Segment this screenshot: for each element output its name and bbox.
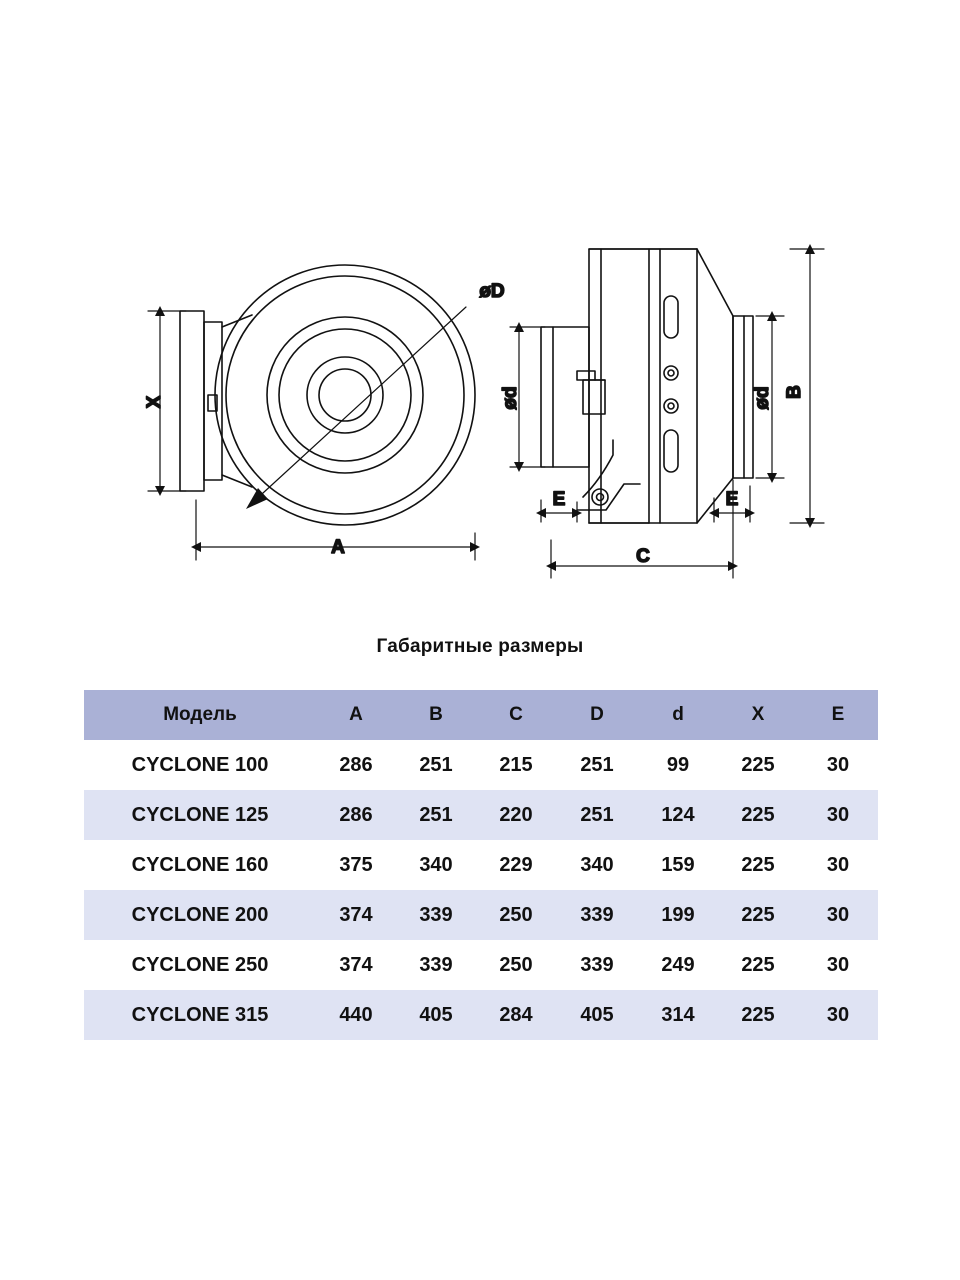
dimensions-table — [84, 690, 878, 1040]
cell-d: 340 — [580, 853, 614, 876]
cell-model: CYCLONE 250 — [131, 953, 269, 976]
cell-x: 225 — [741, 753, 775, 776]
bracket-eyelet-inner — [597, 494, 604, 501]
cell-d: 251 — [580, 803, 614, 826]
table-row — [84, 940, 878, 990]
cell-e: 30 — [826, 853, 850, 876]
cell-x: 225 — [741, 803, 775, 826]
cell-x: 225 — [741, 953, 775, 976]
cell-c: 250 — [499, 903, 533, 926]
left-view-hub-circle-2 — [319, 369, 371, 421]
left-view-flange — [180, 311, 204, 491]
dimension-E-left-label: E — [552, 489, 566, 510]
screw-hole-bottom-inner — [668, 403, 674, 409]
screw-hole-top-inner — [668, 370, 674, 376]
left-view-flange-inner — [204, 322, 222, 480]
cell-a: 375 — [339, 853, 373, 876]
cell-e: 30 — [826, 1003, 850, 1026]
left-view-outer-circle-2 — [226, 276, 464, 514]
col-header-model: Модель — [163, 704, 237, 725]
cell-d-small: 314 — [661, 1003, 695, 1026]
dimension-od-left-label: ød — [500, 386, 521, 410]
col-header-x: X — [751, 704, 765, 725]
cell-c: 215 — [499, 753, 533, 776]
cell-c: 229 — [499, 853, 533, 876]
cell-a: 374 — [339, 903, 373, 926]
cell-d: 339 — [580, 903, 614, 926]
cell-e: 30 — [826, 953, 850, 976]
left-view-top-tangent — [222, 315, 252, 327]
screw-hole-top — [664, 366, 678, 380]
dimension-oD-label: øD — [479, 281, 505, 302]
table-row — [84, 990, 878, 1040]
col-header-d-small: d — [672, 704, 684, 725]
cell-e: 30 — [826, 903, 850, 926]
col-header-c: C — [509, 704, 523, 725]
col-header-e: E — [831, 704, 845, 725]
col-header-d: D — [590, 704, 604, 725]
cell-d-small: 124 — [661, 803, 695, 826]
col-header-b: B — [429, 704, 443, 725]
cell-a: 286 — [339, 803, 373, 826]
right-view-right-spigot — [733, 316, 753, 478]
dimension-od-right-label: ød — [752, 386, 773, 410]
cell-b: 251 — [419, 753, 453, 776]
technical-drawing — [0, 0, 960, 620]
left-view-mid-circle-2 — [279, 329, 411, 461]
cell-d: 405 — [580, 1003, 614, 1026]
table-row — [84, 840, 878, 890]
cell-c: 220 — [499, 803, 533, 826]
cell-c: 250 — [499, 953, 533, 976]
cell-b: 339 — [419, 903, 453, 926]
dimension-C-label: C — [636, 546, 650, 567]
cell-model: CYCLONE 160 — [131, 853, 269, 876]
cell-a: 440 — [339, 1003, 373, 1026]
table-row — [84, 790, 878, 840]
dimension-B-label: B — [784, 385, 805, 399]
cell-d-small: 199 — [661, 903, 695, 926]
cell-model: CYCLONE 315 — [131, 1003, 269, 1026]
table-title: Габаритные размеры — [376, 636, 584, 657]
dimension-oD-leader — [246, 307, 466, 509]
cell-d: 339 — [580, 953, 614, 976]
right-view-left-spigot — [541, 327, 589, 467]
cell-a: 374 — [339, 953, 373, 976]
cell-x: 225 — [741, 853, 775, 876]
cell-a: 286 — [339, 753, 373, 776]
mounting-slot-top — [664, 296, 678, 338]
table-row — [84, 740, 878, 790]
cell-d-small: 99 — [666, 753, 690, 776]
dimension-X-label: X — [144, 395, 165, 409]
cell-b: 251 — [419, 803, 453, 826]
right-view-taper — [697, 249, 733, 523]
cell-model: CYCLONE 100 — [131, 753, 269, 776]
cell-d-small: 159 — [661, 853, 695, 876]
cell-model: CYCLONE 200 — [131, 903, 269, 926]
left-view-outer-circle — [215, 265, 475, 525]
cell-x: 225 — [741, 1003, 775, 1026]
cell-b: 405 — [419, 1003, 453, 1026]
cell-e: 30 — [826, 753, 850, 776]
table-header-row — [84, 690, 878, 740]
dimension-A-label: A — [331, 537, 345, 558]
cell-b: 339 — [419, 953, 453, 976]
cell-d-small: 249 — [661, 953, 695, 976]
bracket-eyelet — [592, 489, 608, 505]
mounting-slot-bottom — [664, 430, 678, 472]
cell-b: 340 — [419, 853, 453, 876]
table-row — [84, 890, 878, 940]
left-view-mid-circle — [267, 317, 423, 473]
cell-c: 284 — [499, 1003, 533, 1026]
cell-x: 225 — [741, 903, 775, 926]
col-header-a: A — [349, 704, 363, 725]
cell-model: CYCLONE 125 — [131, 803, 269, 826]
dimension-E-right-label: E — [725, 489, 739, 510]
terminal-box-top — [577, 371, 595, 380]
cell-e: 30 — [826, 803, 850, 826]
screw-hole-bottom — [664, 399, 678, 413]
cell-d: 251 — [580, 753, 614, 776]
